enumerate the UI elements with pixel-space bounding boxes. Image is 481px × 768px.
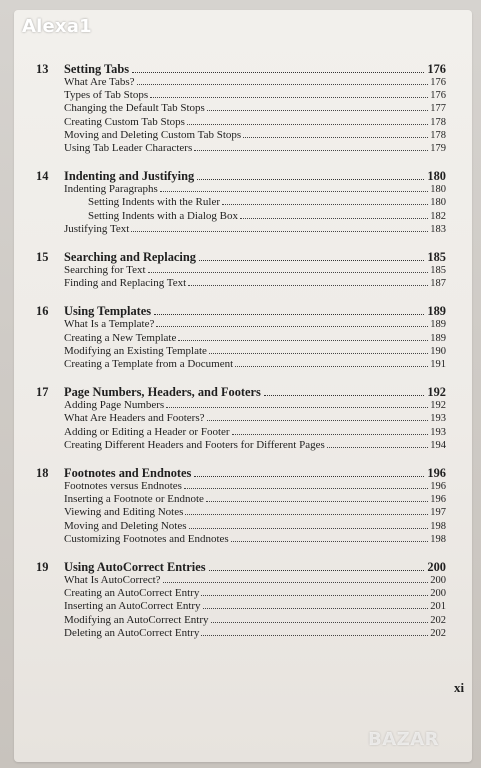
dot-leader: [209, 569, 425, 571]
entry-page-number: 202: [430, 627, 446, 639]
entry-title: What Are Headers and Footers?: [64, 412, 205, 425]
entry-title: Footnotes versus Endnotes: [64, 480, 182, 493]
entry-page-number: 176: [430, 90, 446, 102]
entry-page-number: 179: [430, 143, 446, 155]
dot-leader: [166, 406, 428, 408]
dot-leader: [203, 607, 429, 609]
entry-title: What Is AutoCorrect?: [64, 574, 161, 587]
chapter-number: 15: [36, 250, 49, 265]
dot-leader: [222, 203, 428, 205]
toc-entry: [64, 520, 446, 533]
entry-page-number: 193: [430, 426, 446, 438]
entry-page-number: 196: [430, 481, 446, 493]
dot-leader: [207, 419, 429, 421]
toc-entry: [64, 399, 446, 412]
toc-entry: [64, 277, 446, 290]
dot-leader: [150, 96, 428, 98]
entry-title: What Is a Template?: [64, 318, 155, 331]
entry-title: Searching for Text: [64, 264, 146, 277]
entry-page-number: 192: [430, 400, 446, 412]
chapter-title: Setting Tabs: [64, 62, 130, 76]
toc-entry: [64, 412, 446, 425]
toc-entry: [64, 89, 446, 102]
toc-entry: [64, 116, 446, 129]
entry-page-number: 189: [430, 319, 446, 331]
entry-title: Creating a Template from a Document: [64, 358, 234, 371]
dot-leader: [197, 178, 424, 180]
toc-chapter: [36, 250, 446, 290]
entry-page-number: 200: [430, 588, 446, 600]
dot-leader: [264, 394, 425, 396]
entry-page-number: 200: [430, 575, 446, 587]
toc-entry: [64, 493, 446, 506]
dot-leader: [243, 136, 428, 138]
toc-entry: [64, 439, 446, 452]
toc-entry: [64, 426, 446, 439]
toc-entry: [64, 358, 446, 371]
dot-leader: [201, 634, 428, 636]
chapter-page-number: 185: [427, 250, 446, 265]
toc-chapter: [36, 466, 446, 546]
entry-title: Moving and Deleting Custom Tab Stops: [64, 128, 242, 141]
dot-leader: [189, 527, 429, 529]
chapter-title: Page Numbers, Headers, and Footers: [64, 385, 261, 400]
dot-leader: [206, 500, 428, 502]
entry-page-number: 178: [430, 129, 446, 141]
chapter-number: 19: [36, 560, 49, 575]
dot-leader: [232, 433, 429, 435]
toc-entry: [64, 506, 446, 519]
dot-leader: [199, 259, 424, 261]
chapter-heading: [36, 385, 446, 399]
watermark-bottom: BAZAR: [368, 729, 439, 750]
toc-subentry: [88, 210, 446, 223]
entry-page-number: 191: [430, 359, 446, 371]
entry-title: Creating Custom Tab Stops: [64, 115, 185, 128]
entry-page-number: 201: [430, 601, 446, 613]
entry-page-number: 180: [430, 184, 446, 196]
dot-leader: [178, 339, 428, 341]
chapter-number: 16: [36, 304, 49, 319]
toc-entry: [64, 574, 446, 587]
entry-title: Indenting Paragraphs: [64, 183, 158, 196]
entry-page-number: 196: [430, 494, 446, 506]
toc-chapter: [36, 304, 446, 371]
chapter-page-number: 200: [427, 560, 446, 575]
entry-page-number: 180: [430, 197, 446, 209]
entry-page-number: 187: [430, 278, 446, 290]
toc-entry: [64, 129, 446, 142]
page-folio: xi: [454, 680, 465, 695]
chapter-page-number: 196: [427, 466, 446, 481]
entry-title: Creating an AutoCorrect Entry: [64, 587, 200, 600]
toc-entry: [64, 318, 446, 331]
toc-entry: [64, 614, 446, 627]
dot-leader: [137, 83, 429, 85]
entry-page-number: 194: [430, 439, 446, 451]
dot-leader: [194, 475, 424, 477]
entry-title: Creating a New Template: [64, 331, 177, 344]
entry-page-number: 183: [430, 223, 446, 235]
chapter-heading: [36, 62, 446, 76]
chapter-number: 18: [36, 466, 49, 481]
chapter-number: 17: [36, 385, 49, 400]
chapter-title: Using AutoCorrect Entries: [64, 560, 206, 575]
dot-leader: [156, 325, 428, 327]
entry-title: Moving and Deleting Notes: [64, 519, 187, 532]
dot-leader: [209, 352, 428, 354]
chapter-heading: [36, 304, 446, 318]
entry-title: Using Tab Leader Characters: [64, 142, 193, 155]
entry-title: Inserting an AutoCorrect Entry: [64, 600, 201, 613]
chapter-page-number: 176: [427, 62, 446, 76]
dot-leader: [163, 581, 429, 583]
chapter-title: Indenting and Justifying: [64, 169, 195, 184]
dot-leader: [207, 109, 428, 111]
toc-chapter: [36, 169, 446, 236]
entry-title: Creating Different Headers and Footers for Different Pages: [64, 438, 325, 451]
toc-chapter: [36, 560, 446, 640]
toc-entry: [64, 533, 446, 546]
table-of-contents: [36, 62, 446, 654]
chapter-title: Searching and Replacing: [64, 250, 196, 265]
entry-title: Adding or Editing a Header or Footer: [64, 425, 230, 438]
watermark-top: Alexa1: [22, 16, 92, 37]
chapter-heading: [36, 560, 446, 574]
entry-title: Inserting a Footnote or Endnote: [64, 493, 204, 506]
entry-title: Setting Indents with the Ruler: [88, 196, 220, 209]
entry-page-number: 182: [430, 210, 446, 222]
toc-entry: [64, 223, 446, 236]
entry-page-number: 193: [430, 413, 446, 425]
toc-entry: [64, 332, 446, 345]
entry-page-number: 198: [430, 533, 446, 545]
chapter-page-number: 180: [427, 169, 446, 184]
dot-leader: [231, 540, 429, 542]
dot-leader: [188, 284, 428, 286]
entry-title: Changing the Default Tab Stops: [64, 102, 205, 115]
chapter-number: 13: [36, 62, 49, 76]
toc-chapter: [36, 385, 446, 452]
entry-title: Customizing Footnotes and Endnotes: [64, 532, 229, 545]
toc-entry: [64, 264, 446, 277]
toc-chapter: [36, 62, 446, 155]
toc-subentry: [88, 196, 446, 209]
chapter-heading: [36, 466, 446, 480]
entry-page-number: 198: [430, 520, 446, 532]
entry-title: Viewing and Editing Notes: [64, 506, 184, 519]
dot-leader: [240, 217, 428, 219]
entry-title: Modifying an AutoCorrect Entry: [64, 613, 209, 626]
toc-entry: [64, 600, 446, 613]
dot-leader: [235, 365, 428, 367]
entry-title: What Are Tabs?: [64, 76, 135, 88]
entry-title: Modifying an Existing Template: [64, 344, 207, 357]
dot-leader: [194, 149, 428, 151]
entry-title: Deleting an AutoCorrect Entry: [64, 626, 200, 639]
dot-leader: [131, 230, 428, 232]
dot-leader: [201, 594, 428, 596]
entry-title: Finding and Replacing Text: [64, 277, 187, 290]
chapter-page-number: 189: [427, 304, 446, 319]
dot-leader: [187, 123, 428, 125]
dot-leader: [327, 446, 428, 448]
chapter-heading: [36, 169, 446, 183]
toc-entry: [64, 183, 446, 196]
dot-leader: [132, 71, 424, 73]
entry-page-number: 190: [430, 345, 446, 357]
toc-entry: [64, 627, 446, 640]
dot-leader: [211, 621, 429, 623]
dot-leader: [148, 271, 429, 273]
chapter-page-number: 192: [427, 385, 446, 400]
toc-entry: [64, 102, 446, 115]
toc-entry: [64, 480, 446, 493]
entry-page-number: 185: [430, 265, 446, 277]
entry-page-number: 176: [430, 77, 446, 88]
entry-page-number: 178: [430, 116, 446, 128]
toc-entry: [64, 76, 446, 89]
entry-title: Types of Tab Stops: [64, 89, 149, 102]
chapter-heading: [36, 250, 446, 264]
dot-leader: [184, 487, 428, 489]
dot-leader: [185, 513, 428, 515]
dot-leader: [160, 190, 428, 192]
entry-page-number: 177: [430, 103, 446, 115]
entry-title: Justifying Text: [64, 222, 130, 235]
toc-entry: [64, 142, 446, 155]
entry-title: Setting Indents with a Dialog Box: [88, 209, 239, 222]
chapter-title: Footnotes and Endnotes: [64, 466, 192, 481]
toc-entry: [64, 587, 446, 600]
entry-page-number: 197: [430, 507, 446, 519]
entry-page-number: 189: [430, 332, 446, 344]
chapter-title: Using Templates: [64, 304, 152, 319]
chapter-number: 14: [36, 169, 49, 184]
entry-title: Adding Page Numbers: [64, 399, 165, 412]
toc-entry: [64, 345, 446, 358]
dot-leader: [154, 313, 424, 315]
entry-page-number: 202: [430, 614, 446, 626]
